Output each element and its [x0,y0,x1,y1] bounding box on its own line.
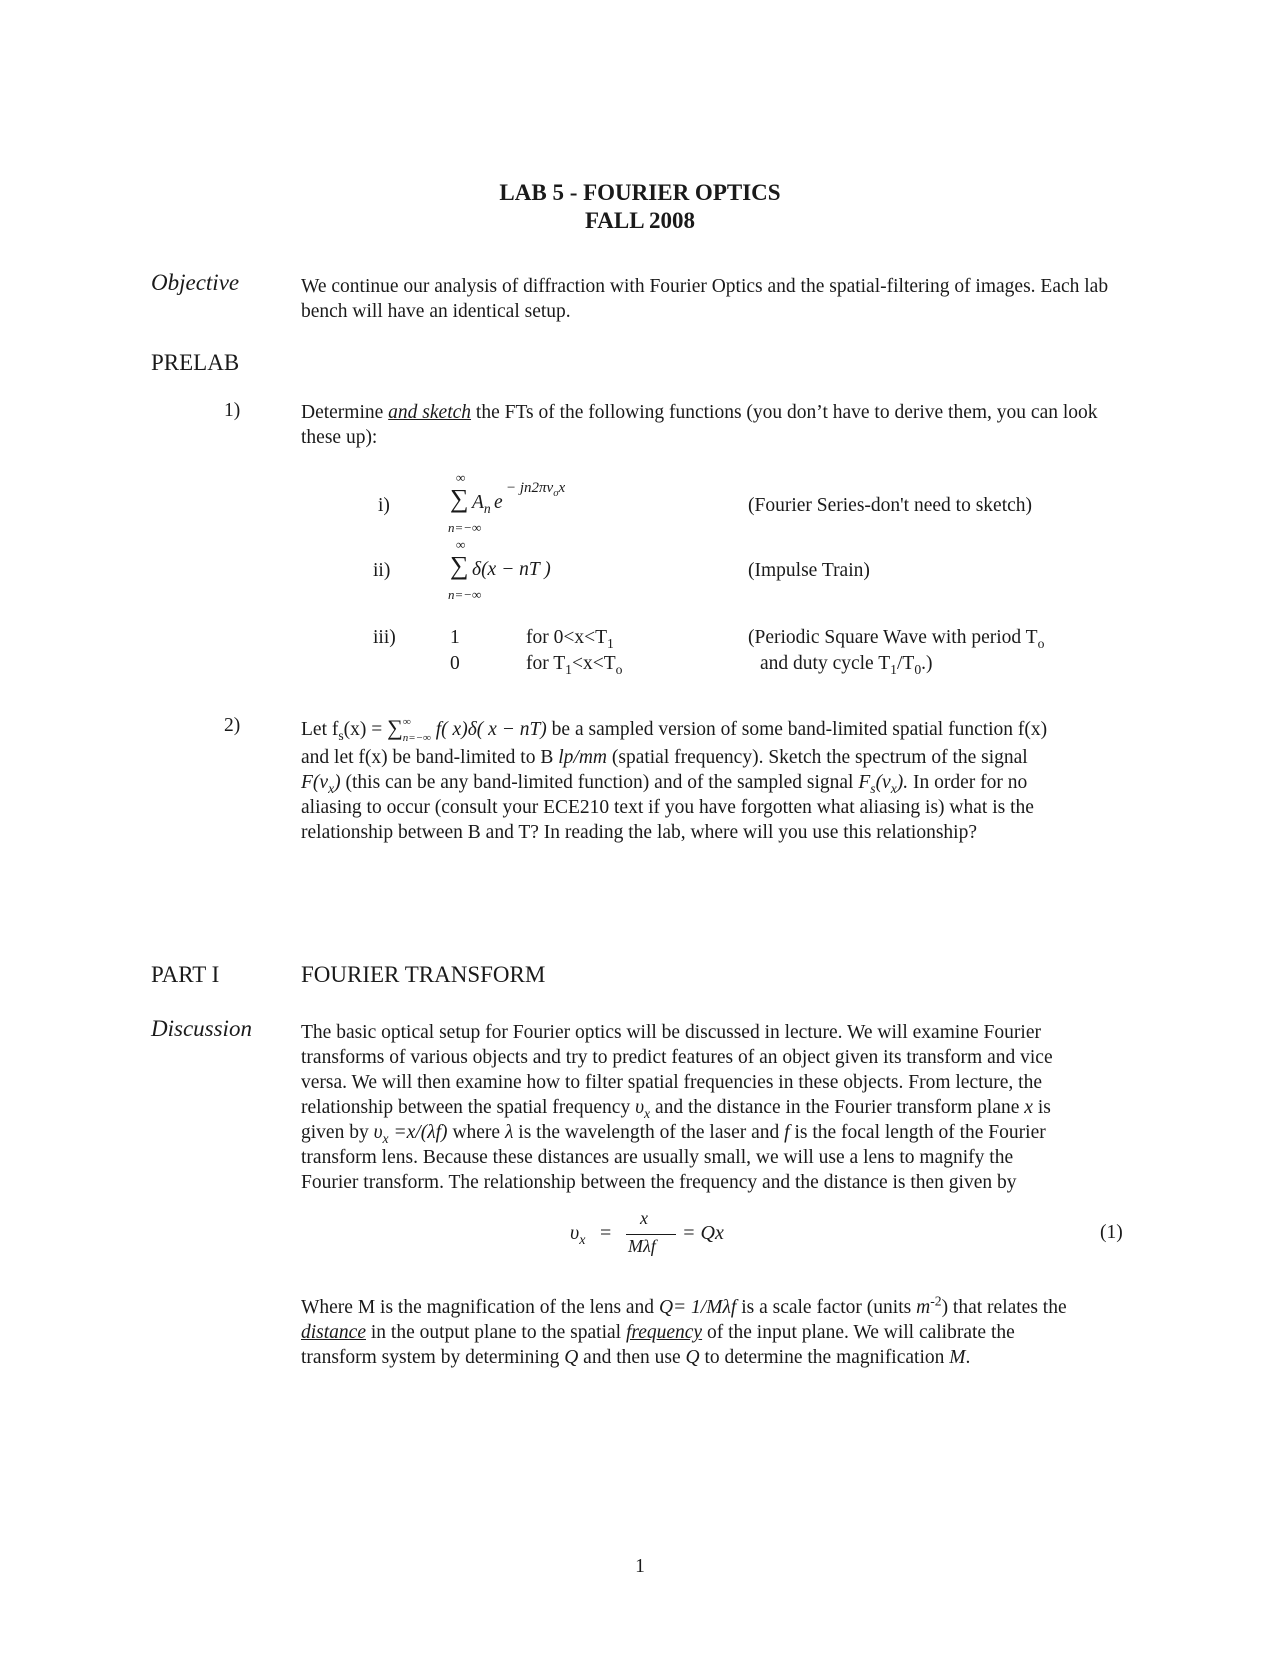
equation-1: $\upsilon_x$ = x Mλf = Qx [570,1208,724,1256]
page-number: 1 [635,1556,645,1577]
discussion-paragraph: The basic optical setup for Fourier optics will be discussed in lecture. We will examine Fourier transforms of various objects and try to predict features of an object given its transform and vice versa. We will then examine how to filter spatial frequencies in these objects. From lecture, the relationship between the spatial frequency $\upsilon_x$ and the distance in the Fourier transform plane x is given by $\upsilon_x =x/(\lambda f)$ where λ is the wavelength of the laser and f is the focal length of the Fourier transform lens. Because these distances are usually small, we will use a lens to magnify the Fourier transform. The relationship between the frequency and the distance is then given by [301,1022,1053,1193]
part-1-heading: FOURIER TRANSFORM [301,962,546,987]
fourier-series-expression: ∞ ∑ $A_n$ e − $jn2\pi\nu_ox$ n=−∞ [448,470,566,535]
item-i-description: (Fourier Series-don't need to sketch) [748,495,1033,516]
equation-1-number: (1) [1100,1222,1123,1243]
item-iii-description-2: and duty cycle $T_1/T_0$.) [760,653,933,677]
square-wave-condition-2: for $T_1<x<T_o$ [526,653,623,677]
item-iii-label: iii) [373,627,396,648]
prelab-heading: PRELAB [151,350,240,375]
page-title: LAB 5 - FOURIER OPTICS [499,180,781,205]
square-wave-condition-1: for $0<x<T_1$ [526,627,614,651]
page-subtitle: FALL 2008 [584,208,696,233]
question-1-number: 1) [224,400,241,421]
question-2-text: Let $f_s(x) = \sum^\infty_{n=-\infty}$ f( x)δ( x − nT) be a sampled version of some band-limited spatial function f(x) and let f(x) be band-limited to B lp/mm (spatial frequency). Sketch the spectrum of the signal $F(\nu_x)$ (this can be any band-limited function) and of the sampled signal $F_s(\nu_x)$. In order for no aliasing to occur (consult your ECE210 text if you have forgotten what aliasing is) what is the relationship between B and T? In reading the lab, where will you use this relationship? [301,715,1048,843]
item-ii-label: ii) [373,560,391,581]
objective-text: We continue our analysis of diffraction with Fourier Optics and the spatial-filtering of images. Each lab bench will have an identical setup. [301,276,1109,322]
square-wave-value-0: 0 [450,653,460,674]
discussion-label: Discussion [151,1016,252,1041]
item-iii-description-1: (Periodic Square Wave with period $T_o$ [748,627,1045,651]
question-1-text: Determine and sketch the FTs of the following functions (you don’t have to derive them, you can look these up): [301,402,1098,448]
item-ii-description: (Impulse Train) [748,560,870,581]
part-1-label: PART I [151,962,220,987]
impulse-train-expression: ∞ ∑ δ(x − nT ) n=−∞ [448,537,551,602]
item-i-label: i) [378,495,390,516]
objective-label: Objective [151,270,240,295]
question-2-number: 2) [224,715,241,736]
square-wave-value-1: 1 [450,627,460,648]
calibration-paragraph: Where M is the magnification of the lens and Q= 1/Mλf is a scale factor (units $m^{-2}$) that relates the distance in the output plane to the spatial frequency of the input plane. We will calibrate the transform system by determining Q and then use Q to determine the magnification M. [301,1293,1067,1368]
